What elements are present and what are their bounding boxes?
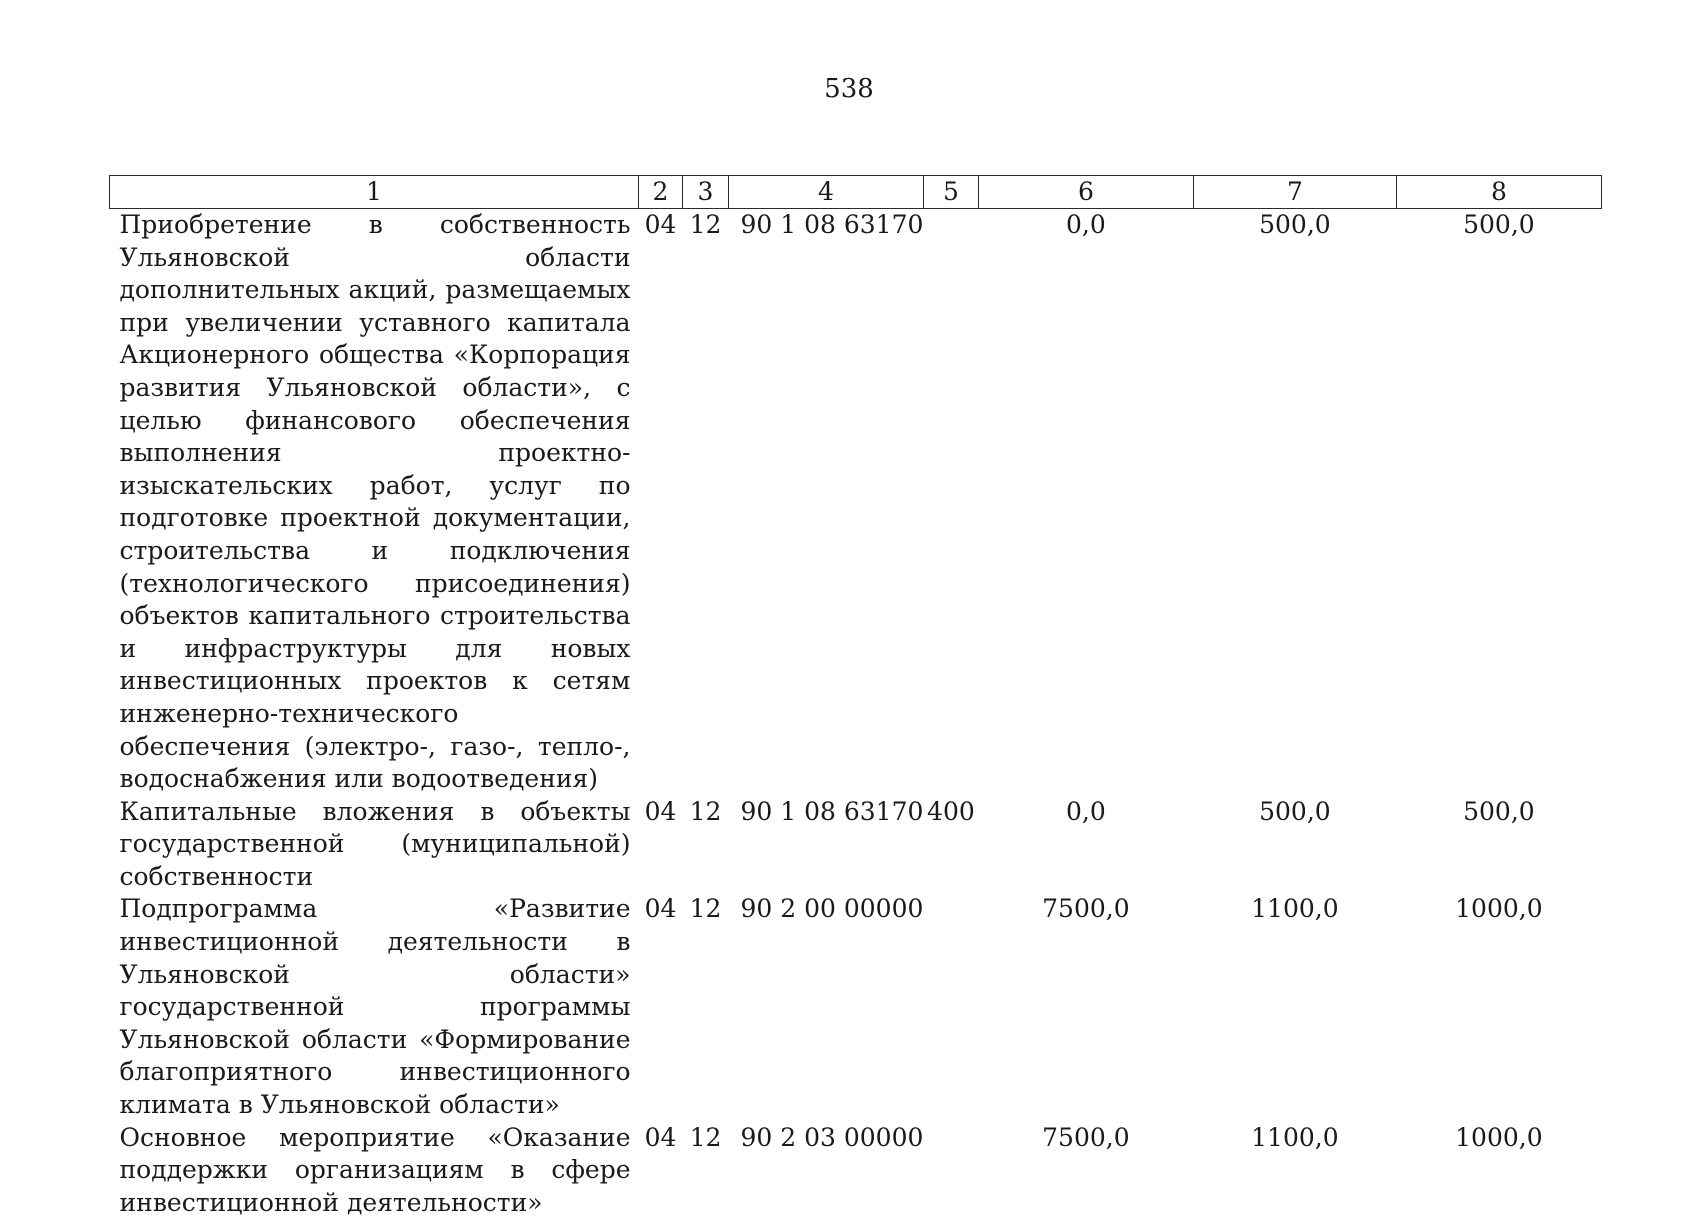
- amount-col8: 500,0: [1463, 796, 1535, 826]
- expense-type-code: 400: [927, 796, 975, 826]
- target-article-code: 90 2 03 00000: [740, 1122, 924, 1152]
- table-row: [110, 796, 1602, 894]
- section-code: 04: [644, 1122, 677, 1152]
- amount-col6: 7500,0: [1042, 1122, 1130, 1152]
- target-article-code: 90 1 08 63170: [740, 210, 924, 239]
- expense-type-code: [923, 1122, 978, 1219]
- budget-table: [109, 175, 1602, 1219]
- column-header: 1: [110, 176, 639, 209]
- row-name: Подпрограмма «Развитие инвестиционной деятельности в Ульяновской области» государственной программы Ульяновской области «Формирование благоприятного инвестиционного климата в Ульяновской области»: [119, 894, 631, 1120]
- column-header: 7: [1193, 176, 1396, 209]
- amount-col7: 500,0: [1259, 210, 1331, 239]
- subsection-code: 12: [689, 1122, 722, 1152]
- amount-col7: 1100,0: [1251, 1122, 1339, 1152]
- subsection-code: 12: [689, 796, 722, 826]
- amount-col7: 500,0: [1259, 796, 1331, 826]
- subsection-code: 12: [689, 210, 722, 239]
- subsection-code: 12: [689, 894, 722, 924]
- target-article-code: 90 2 00 00000: [740, 894, 924, 924]
- page-number: 538: [824, 74, 874, 104]
- table-row: [110, 893, 1602, 1121]
- amount-col8: 1000,0: [1455, 1122, 1543, 1152]
- row-name: Капитальные вложения в объекты государственной (муниципальной) собственности: [119, 796, 631, 891]
- amount-col8: 500,0: [1463, 210, 1535, 239]
- section-code: 04: [644, 894, 677, 924]
- expense-type-code: [923, 893, 978, 1121]
- amount-col6: 7500,0: [1042, 894, 1130, 924]
- column-header: 2: [639, 176, 683, 209]
- section-code: 04: [644, 796, 677, 826]
- section-code: 04: [644, 210, 677, 239]
- column-header: 4: [729, 176, 924, 209]
- row-name: Приобретение в собственность Ульяновской области дополнительных акций, размещаемых при увеличении уставного капитала Акционерного общества «Корпорация развития Ульяновской области», с целью финансового обеспечения выполнения проектно-изыскательских работ, услуг по подготовке проектной документации, строительства и подключения (технологического присоединения) объектов капитального строительства и инфраструктуры для новых инвестиционных проектов к сетям инженерно-технического обеспечения (электро-, газо-, тепло-, водоснабжения или водоотведения): [119, 210, 631, 794]
- column-header: 3: [683, 176, 729, 209]
- target-article-code: 90 1 08 63170: [740, 796, 924, 826]
- table-header-row: [110, 176, 1602, 209]
- table-row: [110, 1122, 1602, 1219]
- row-name: Основное мероприятие «Оказание поддержки организациям в сфере инвестиционной деятельности»: [119, 1122, 631, 1217]
- expense-type-code: [923, 209, 978, 796]
- amount-col7: 1100,0: [1251, 894, 1339, 924]
- column-header: 6: [978, 176, 1193, 209]
- amount-col6: 0,0: [1066, 796, 1106, 826]
- amount-col6: 0,0: [1066, 210, 1106, 239]
- table-row: [110, 209, 1602, 796]
- column-header: 8: [1396, 176, 1601, 209]
- amount-col8: 1000,0: [1455, 894, 1543, 924]
- column-header: 5: [923, 176, 978, 209]
